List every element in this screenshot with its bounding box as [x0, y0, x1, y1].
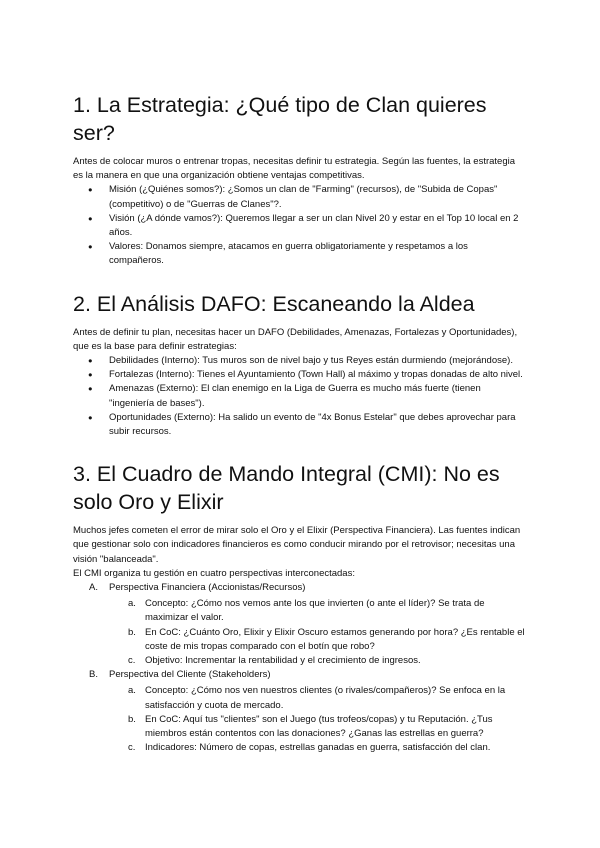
section-3-intro-2: El CMI organiza tu gestión en cuatro perspectivas interconectadas: — [73, 567, 355, 579]
section-1-title: 1. La Estrategia: ¿Qué tipo de Clan quieres ser? — [73, 93, 487, 145]
section-3-intro: Muchos jefes cometen el error de mirar solo el Oro y el Elixir (Perspectiva Financiera). Las fuentes indican que gestionar solo con indicadores financieros es como conducir mirando por el retrovisor; necesitas una visión "balanceada". — [73, 525, 521, 565]
sub-item-text: Concepto: ¿Cómo nos vemos ante los que invierten (o ante el líder)? Se trata de maximizar el valor. — [145, 598, 485, 624]
list-marker: B. — [89, 669, 98, 681]
perspective-item — [73, 581, 525, 668]
bullet-item: ● Valores: Donamos siempre, atacamos en guerra obligatoriamente y respetamos a los compañeros. — [73, 240, 525, 268]
perspective-sublist — [109, 684, 525, 755]
section-2-bullet-list — [73, 354, 525, 439]
perspective-item — [73, 668, 525, 755]
sub-item — [109, 597, 525, 625]
section-1-bullet-list — [73, 183, 525, 268]
perspective-list — [73, 581, 525, 755]
sub-item — [109, 626, 525, 654]
perspective-title: Perspectiva del Cliente (Stakeholders) — [109, 669, 271, 681]
section-2-intro: Antes de definir tu plan, necesitas hacer un DAFO (Debilidades, Amenazas, Fortalezas y Oportunidades), que es la base para definir estrategias: — [73, 326, 518, 352]
list-marker: A. — [89, 582, 98, 594]
bullet-item: ● Oportunidades (Externo): Ha salido un evento de "4x Bonus Estelar" que debes aprovechar para subir recursos. — [73, 411, 525, 439]
bullet-item: ● Amenazas (Externo): El clan enemigo en la Liga de Guerra es mucho más fuerte (tienen "ingeniería de bases"). — [73, 382, 525, 410]
bullet-item: ● Fortalezas (Interno): Tienes el Ayuntamiento (Town Hall) al máximo y tropas donadas de alto nivel. — [73, 368, 525, 382]
document-body — [73, 91, 525, 756]
section-3-title: 3. El Cuadro de Mando Integral (CMI): No es solo Oro y Elixir — [73, 462, 500, 515]
sub-item — [109, 654, 525, 668]
sub-item — [109, 684, 525, 712]
section-2-title: 2. El Análisis DAFO: Escaneando la Aldea — [73, 291, 475, 316]
sub-item-text: Concepto: ¿Cómo nos ven nuestros clientes (o rivales/compañeros)? Se enfoca en la satisfacción y cuota de mercado. — [145, 685, 506, 711]
bullet-item: ● Debilidades (Interno): Tus muros son de nivel bajo y tus Reyes están durmiendo (mejorándose). — [73, 354, 525, 368]
list-marker: c. — [128, 742, 136, 754]
list-marker: a. — [128, 685, 136, 697]
sub-item-text: Objetivo: Incrementar la rentabilidad y el crecimiento de ingresos. — [145, 655, 421, 667]
list-marker: b. — [128, 713, 136, 725]
sub-item — [109, 713, 525, 741]
section-1-intro: Antes de colocar muros o entrenar tropas, necesitas definir tu estrategia. Según las fuentes, la estrategia es la manera en que una organización obtiene ventajas competitivas. — [73, 156, 516, 182]
list-marker: c. — [128, 655, 136, 667]
sub-item-text: En CoC: Aquí tus "clientes" son el Juego (tus trofeos/copas) y tu Reputación. ¿Tus miembros están contentos con las donaciones? ¿Ganas las estrellas en guerra? — [145, 713, 493, 740]
list-marker: a. — [128, 598, 136, 610]
bullet-item: ● Misión (¿Quiénes somos?): ¿Somos un clan de "Farming" (recursos), de "Subida de Copas" (competitivo) o de "Guerras de Clanes"?. — [73, 183, 525, 211]
sub-item — [109, 741, 525, 755]
sub-item-text: En CoC: ¿Cuánto Oro, Elixir y Elixir Oscuro estamos generando por hora? ¿Es rentable el coste de mis tropas comparado con el botín que robo? — [145, 626, 525, 652]
sub-item-text: Indicadores: Número de copas, estrellas ganadas en guerra, satisfacción del clan. — [145, 742, 491, 754]
perspective-sublist — [109, 597, 525, 668]
list-marker: b. — [128, 626, 136, 638]
bullet-item: ● Visión (¿A dónde vamos?): Queremos llegar a ser un clan Nivel 20 y estar en el Top 10 local en 2 años. — [73, 212, 525, 240]
perspective-title: Perspectiva Financiera (Accionistas/Recursos) — [109, 582, 306, 594]
